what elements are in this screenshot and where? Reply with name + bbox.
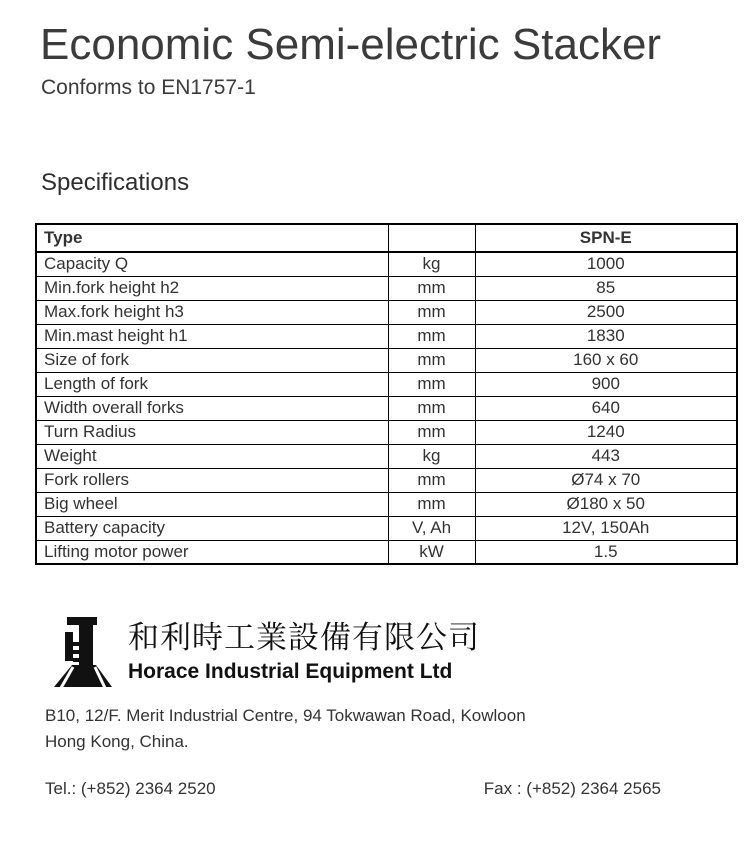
- spec-unit: mm: [388, 276, 475, 300]
- spec-unit: mm: [388, 396, 475, 420]
- column-header-type: Type: [36, 224, 388, 252]
- table-row: [36, 516, 737, 540]
- address-line-1: B10, 12/F. Merit Industrial Centre, 94 Tokwawan Road, Kowloon: [45, 706, 526, 725]
- spec-label: Size of fork: [36, 348, 388, 372]
- spec-value: 2500: [475, 300, 737, 324]
- spec-value: 160 x 60: [475, 348, 737, 372]
- spec-value: 1830: [475, 324, 737, 348]
- address-line-2: Hong Kong, China.: [45, 732, 189, 751]
- table-row: [36, 396, 737, 420]
- spec-unit: mm: [388, 348, 475, 372]
- company-name-english: Horace Industrial Equipment Ltd: [128, 660, 453, 683]
- spec-value: 1000: [475, 252, 737, 276]
- spec-value: 640: [475, 396, 737, 420]
- spec-value: Ø74 x 70: [475, 468, 737, 492]
- spec-label: Min.fork height h2: [36, 276, 388, 300]
- spec-label: Capacity Q: [36, 252, 388, 276]
- table-row: [36, 468, 737, 492]
- spec-label: Lifting motor power: [36, 540, 388, 564]
- table-row: [36, 252, 737, 276]
- spec-label: Big wheel: [36, 492, 388, 516]
- specifications-table: [35, 223, 738, 565]
- spec-label: Turn Radius: [36, 420, 388, 444]
- column-header-unit: [388, 224, 475, 252]
- table-row: [36, 348, 737, 372]
- stacker-forklift-logo-icon: [50, 617, 116, 689]
- table-header-row: [36, 224, 737, 252]
- table-row: [36, 324, 737, 348]
- spec-label: Width overall forks: [36, 396, 388, 420]
- spec-value: 12V, 150Ah: [475, 516, 737, 540]
- contact-row: [45, 779, 661, 799]
- spec-unit: kg: [388, 252, 475, 276]
- spec-label: Min.mast height h1: [36, 324, 388, 348]
- telephone-number: Tel.: (+852) 2364 2520: [45, 779, 216, 798]
- spec-unit: mm: [388, 492, 475, 516]
- spec-unit: kW: [388, 540, 475, 564]
- spec-unit: kg: [388, 444, 475, 468]
- spec-label: Battery capacity: [36, 516, 388, 540]
- table-row: [36, 444, 737, 468]
- column-header-model: SPN-E: [475, 224, 737, 252]
- page-title: Economic Semi-electric Stacker: [40, 20, 662, 69]
- spec-value: 443: [475, 444, 737, 468]
- spec-label: Weight: [36, 444, 388, 468]
- table-row: [36, 300, 737, 324]
- spec-unit: mm: [388, 468, 475, 492]
- spec-value: 1240: [475, 420, 737, 444]
- spec-unit: mm: [388, 324, 475, 348]
- spec-unit: mm: [388, 372, 475, 396]
- spec-label: Fork rollers: [36, 468, 388, 492]
- spec-value: 1.5: [475, 540, 737, 564]
- company-identity: [50, 617, 754, 689]
- company-address: [45, 703, 754, 755]
- company-names: [128, 617, 480, 684]
- spec-unit: mm: [388, 300, 475, 324]
- page-subtitle: Conforms to EN1757-1: [41, 76, 256, 99]
- table-row: [36, 276, 737, 300]
- fax-number: Fax : (+852) 2364 2565: [483, 779, 661, 798]
- table-row: [36, 420, 737, 444]
- specifications-heading: Specifications: [41, 169, 190, 196]
- spec-unit: V, Ah: [388, 516, 475, 540]
- company-name-chinese: 和利時工業設備有限公司: [128, 620, 480, 655]
- spec-label: Max.fork height h3: [36, 300, 388, 324]
- company-footer: [35, 617, 754, 799]
- spec-label: Length of fork: [36, 372, 388, 396]
- spec-value: Ø180 x 50: [475, 492, 737, 516]
- spec-unit: mm: [388, 420, 475, 444]
- table-row: [36, 372, 737, 396]
- table-row: [36, 492, 737, 516]
- spec-value: 900: [475, 372, 737, 396]
- spec-value: 85: [475, 276, 737, 300]
- table-row: [36, 540, 737, 564]
